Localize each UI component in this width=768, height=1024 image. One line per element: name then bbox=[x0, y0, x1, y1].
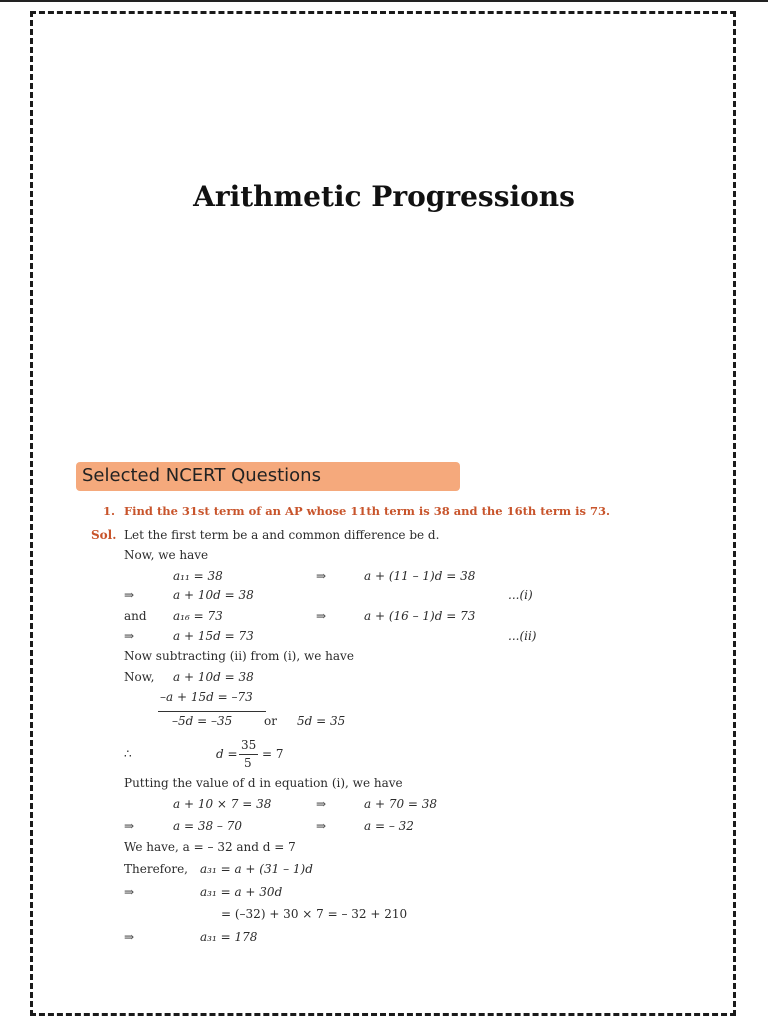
equation: a₃₁ = 178 bbox=[200, 930, 258, 944]
question-number: 1. bbox=[103, 504, 116, 518]
implies-symbol: ⇒ bbox=[124, 885, 135, 899]
fraction-bar bbox=[239, 754, 258, 755]
implies-symbol: ⇒ bbox=[124, 588, 135, 602]
equation: a + (16 – 1)d = 73 bbox=[364, 609, 476, 623]
equation: = (–32) + 30 × 7 = – 32 + 210 bbox=[221, 907, 408, 921]
subtraction-rule bbox=[158, 711, 266, 712]
solution-line: or bbox=[264, 714, 277, 728]
section-banner bbox=[76, 462, 460, 491]
equation: –a + 15d = –73 bbox=[160, 690, 253, 704]
equation: a₁₁ = 38 bbox=[173, 569, 223, 583]
implies-symbol: ⇒ bbox=[316, 819, 327, 833]
solution-line: Now subtracting (ii) from (i), we have bbox=[124, 649, 354, 663]
equation: a + 70 = 38 bbox=[364, 797, 438, 811]
equation: a₃₁ = a + (31 – 1)d bbox=[200, 862, 313, 876]
implies-symbol: ⇒ bbox=[316, 609, 327, 623]
solution-line: Now, we have bbox=[124, 548, 209, 562]
solution-line: Now, bbox=[124, 670, 155, 684]
equation-tag: ...(ii) bbox=[508, 629, 537, 643]
solution-line: Therefore, bbox=[124, 862, 188, 876]
question-text: Find the 31st term of an AP whose 11th term is 38 and the 16th term is 73. bbox=[124, 504, 610, 518]
implies-symbol: ⇒ bbox=[316, 797, 327, 811]
solution-label: Sol. bbox=[91, 528, 117, 542]
solution-line: We have, a = – 32 and d = 7 bbox=[124, 840, 296, 854]
therefore-symbol: ∴ bbox=[124, 747, 132, 761]
equation: a = – 32 bbox=[364, 819, 414, 833]
equation: a₃₁ = a + 30d bbox=[200, 885, 283, 899]
fraction-denominator: 5 bbox=[244, 756, 252, 770]
equation: a + 15d = 73 bbox=[173, 629, 254, 643]
solution-line: Let the first term be a and common difference be d. bbox=[124, 528, 440, 542]
equation: a + 10d = 38 bbox=[173, 588, 254, 602]
equation: 5d = 35 bbox=[297, 714, 346, 728]
equation: a + 10d = 38 bbox=[173, 670, 254, 684]
implies-symbol: ⇒ bbox=[124, 819, 135, 833]
implies-symbol: ⇒ bbox=[124, 629, 135, 643]
page-title: Arithmetic Progressions bbox=[193, 180, 575, 213]
section-heading: Selected NCERT Questions bbox=[82, 465, 321, 486]
solution-line: Putting the value of d in equation (i), we have bbox=[124, 776, 403, 790]
equation: a₁₆ = 73 bbox=[173, 609, 223, 623]
solution-line: and bbox=[124, 609, 147, 623]
equation-tag: ...(i) bbox=[508, 588, 533, 602]
equation: a + 10 × 7 = 38 bbox=[173, 797, 272, 811]
equation: a + (11 – 1)d = 38 bbox=[364, 569, 476, 583]
equation: –5d = –35 bbox=[172, 714, 233, 728]
implies-symbol: ⇒ bbox=[316, 569, 327, 583]
implies-symbol: ⇒ bbox=[124, 930, 135, 944]
equation: a = 38 – 70 bbox=[173, 819, 243, 833]
fraction-numerator: 35 bbox=[241, 738, 257, 752]
top-rule bbox=[0, 0, 768, 2]
equation: d = bbox=[216, 747, 238, 761]
equation: = 7 bbox=[262, 747, 284, 761]
